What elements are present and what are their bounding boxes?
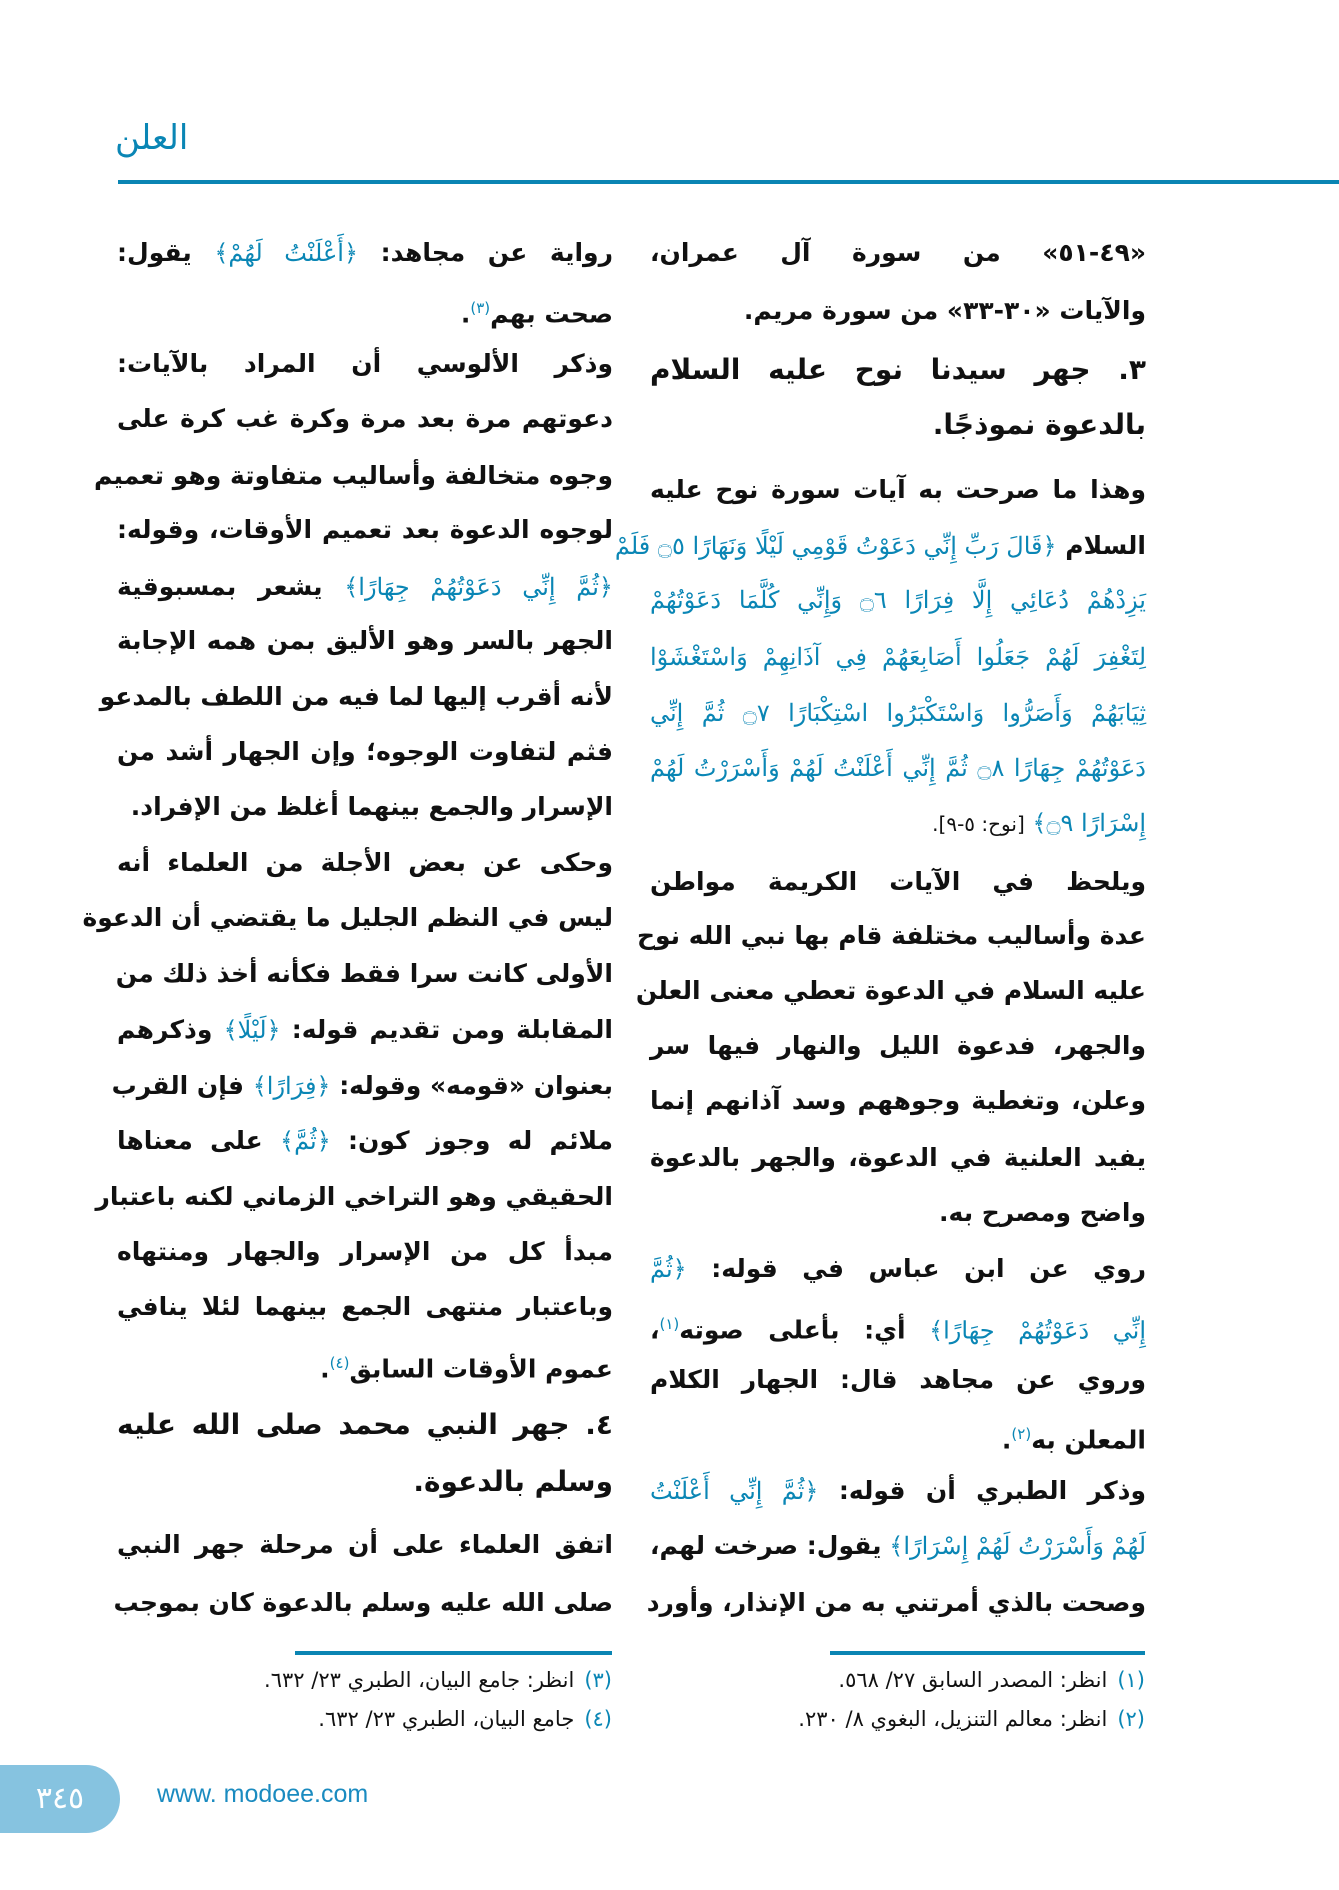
- quran-verse: ﴿ثُمَّ إِنِّي دَعَوْتُهُمْ جِهَارًا﴾: [344, 573, 613, 601]
- text-line: [117, 225, 613, 281]
- text-segment: المعلن به: [1031, 1425, 1146, 1455]
- text-segment: وهذا ما صرحت به آيات سورة نوح عليه: [650, 475, 1146, 504]
- footnote-text: جامع البيان، الطبري ٢٣/ ٦٣٢.: [318, 1707, 575, 1731]
- text-line: [614, 518, 1146, 574]
- text-line: [650, 795, 1146, 851]
- text-line: [646, 1575, 1146, 1631]
- text-segment: على معناها: [117, 1126, 280, 1155]
- footnote-marker[interactable]: (٢): [1011, 1425, 1032, 1443]
- text-segment: واضح ومصرح به.: [939, 1198, 1146, 1227]
- footnote-1: [838, 1668, 1145, 1692]
- text-segment: فإن القرب: [111, 1071, 253, 1100]
- text-segment: لوجوه الدعوة بعد تعميم الأوقات، وقوله:: [117, 515, 613, 544]
- footnote-text: انظر: معالم التنزيل، البغوي ٨/ ٢٣٠.: [798, 1707, 1108, 1731]
- text-line: [117, 1397, 613, 1453]
- text-segment: «٤٩-٥١» من سورة آل عمران،: [650, 238, 1146, 267]
- text-segment: الأولى كانت سرا فقط فكأنه أخذ ذلك من: [115, 959, 613, 988]
- quran-verse: ﴿ثُمَّ إِنِّي أَعْلَنْتُ: [650, 1477, 819, 1505]
- quran-verse: إِسْرَارًا ۝٩﴾: [1024, 809, 1146, 837]
- text-line: [650, 225, 1146, 281]
- quran-verse: ﴿لَيْلًا﴾: [223, 1016, 281, 1044]
- text-line: [117, 946, 613, 1002]
- text-segment: وجوه متخالفة وأساليب متفاوتة وهو تعميم: [93, 461, 613, 490]
- text-segment: والآيات «٣٠-٣٣» من سورة مريم.: [743, 296, 1146, 325]
- text-line: [650, 1518, 1146, 1574]
- text-line: [117, 1517, 613, 1573]
- footnote-text: انظر: المصدر السابق ٢٧/ ٥٦٨.: [838, 1668, 1108, 1692]
- text-segment: يقول:: [117, 238, 215, 267]
- text-segment: ،: [650, 1315, 660, 1345]
- text-line: [650, 1018, 1146, 1074]
- text-line: [650, 283, 1146, 339]
- text-line: [650, 572, 1146, 628]
- text-segment: .: [460, 299, 471, 329]
- footnote-rule-left: [295, 1651, 612, 1655]
- text-line: [650, 1296, 1146, 1352]
- text-line: [117, 1335, 613, 1391]
- text-segment: دعوتهم مرة بعد مرة وكرة غب كرة على: [117, 404, 613, 433]
- text-segment: يفيد العلنية في الدعوة، والجهر بالدعوة: [650, 1143, 1146, 1172]
- text-segment: الجهر بالسر وهو الأليق بمن همه الإجابة: [117, 626, 613, 655]
- text-line: [111, 1058, 613, 1114]
- footnote-2: [798, 1707, 1145, 1731]
- text-segment: اتفق العلماء على أن مرحلة جهر النبي: [117, 1530, 613, 1559]
- text-line: [650, 1463, 1146, 1519]
- text-segment: والجهر، فدعوة الليل والنهار فيها سر: [650, 1031, 1146, 1060]
- text-segment: وذكر الألوسي أن المراد بالآيات:: [117, 349, 613, 378]
- quran-verse: لَهُمْ وَأَسْرَرْتُ لَهُمْ إِسْرَارًا﴾: [881, 1532, 1147, 1560]
- footnote-3: [264, 1668, 612, 1692]
- text-segment: الحقيقي وهو التراخي الزماني لكنه باعتبار: [95, 1182, 613, 1211]
- text-segment: المقابلة ومن تقديم قوله:: [280, 1015, 613, 1044]
- text-line: [117, 1113, 613, 1169]
- quran-verse: ﴿أَعْلَنْتُ لَهُمْ﴾: [214, 239, 359, 267]
- quran-verse: يَزِدْهُمْ دُعَائِي إِلَّا فِرَارًا ۝٦ وَإِنِّي كُلَّمَا دَعَوْتُهُمْ: [650, 586, 1146, 614]
- text-line: [113, 1575, 613, 1631]
- text-segment: صحت بهم: [490, 299, 613, 329]
- text-segment: يشعر بمسبوقية: [117, 572, 345, 601]
- text-line: [99, 669, 613, 725]
- text-line: [650, 1130, 1146, 1186]
- text-segment: وباعتبار منتهى الجمع بينهما لئلا ينافي: [117, 1292, 613, 1321]
- text-segment: السلام: [1056, 531, 1146, 560]
- text-line: [82, 890, 613, 946]
- text-line: [650, 342, 1146, 398]
- text-segment: مبدأ كل من الإسرار والجهار ومنتهاه: [117, 1237, 613, 1266]
- footnote-marker[interactable]: (٣): [470, 299, 491, 317]
- footnote-number: (٣): [584, 1668, 612, 1692]
- verse-reference: [نوح: ٥-٩].: [932, 812, 1025, 836]
- footnote-number: (٤): [584, 1707, 612, 1731]
- chapter-title: العلن: [115, 118, 189, 158]
- text-segment: وعلن، وتغطية وجوههم وسد آذانهم إنما: [650, 1086, 1146, 1115]
- text-line: [117, 502, 613, 558]
- quran-verse: ﴿ثُمَّ: [650, 1255, 687, 1283]
- text-segment: صلى الله عليه وسلم بالدعوة كان بموجب: [113, 1588, 613, 1617]
- text-segment: لأنه أقرب إليها لما فيه من اللطف بالمدعو: [99, 682, 613, 711]
- text-line: [117, 1224, 613, 1280]
- text-segment: عليه السلام في الدعوة تعطي معنى العلن: [635, 976, 1146, 1005]
- text-line: [117, 280, 613, 336]
- text-segment: وحكى عن بعض الأجلة من العلماء أنه: [117, 848, 613, 877]
- website-link[interactable]: www. modoee.com: [157, 1780, 369, 1808]
- text-line: [93, 448, 613, 504]
- text-segment: ملائم له وجوز كون:: [330, 1126, 613, 1155]
- text-segment: .: [320, 1354, 330, 1384]
- text-line: [650, 1185, 1146, 1241]
- text-segment: ٣. جهر سيدنا نوح عليه السلام: [650, 353, 1146, 386]
- text-segment: الإسرار والجمع بينهما أغلظ من الإفراد.: [130, 792, 613, 821]
- quran-verse: ﴿قَالَ رَبِّ إِنِّي دَعَوْتُ قَوْمِي لَيْلًا وَنَهَارًا ۝٥ فَلَمْ: [614, 532, 1057, 560]
- footnote-4: [318, 1707, 612, 1731]
- text-segment: ويلحظ في الآيات الكريمة مواطن: [650, 867, 1146, 896]
- text-line: [650, 740, 1146, 796]
- text-line: [117, 613, 613, 669]
- text-segment: وذكر الطبري أن قوله:: [818, 1476, 1146, 1505]
- text-segment: وسلم بالدعوة.: [413, 1465, 613, 1498]
- text-line: [635, 963, 1146, 1019]
- text-line: [650, 1352, 1146, 1408]
- quran-verse: ثِيَابَهُمْ وَأَصَرُّوا وَاسْتَكْبَرُوا اسْتِكْبَارًا ۝٧ ثُمَّ إِنِّي: [650, 699, 1147, 727]
- text-line: [650, 629, 1146, 685]
- header-rule: [118, 180, 1339, 184]
- text-line: [117, 724, 613, 780]
- footnote-text: انظر: جامع البيان، الطبري ٢٣/ ٦٣٢.: [264, 1668, 575, 1692]
- text-segment: عموم الأوقات السابق: [349, 1354, 613, 1384]
- text-segment: وروي عن مجاهد قال: الجهار الكلام: [650, 1365, 1146, 1394]
- text-segment: .: [1001, 1425, 1012, 1455]
- text-segment: يقول: صرخت لهم،: [650, 1531, 882, 1560]
- text-line: [117, 391, 613, 447]
- text-line: [650, 685, 1146, 741]
- footnote-rule-right: [830, 1651, 1145, 1655]
- text-line: [636, 908, 1146, 964]
- text-line: [117, 779, 613, 835]
- text-line: [117, 1454, 613, 1510]
- footnote-number: (١): [1117, 1668, 1145, 1692]
- text-line: [117, 559, 613, 615]
- text-segment: بالدعوة نموذجًا.: [932, 408, 1146, 441]
- text-segment: روي عن ابن عباس في قوله:: [686, 1254, 1146, 1283]
- text-line: [650, 1073, 1146, 1129]
- text-line: [117, 1279, 613, 1335]
- text-line: [95, 1169, 613, 1225]
- text-line: [650, 397, 1146, 453]
- text-segment: ليس في النظم الجليل ما يقتضي أن الدعوة: [82, 903, 613, 932]
- text-line: [650, 854, 1146, 910]
- quran-verse: لِتَغْفِرَ لَهُمْ جَعَلُوا أَصَابِعَهُمْ فِي آذَانِهِمْ وَاسْتَغْشَوْا: [650, 643, 1146, 671]
- text-line: [117, 1002, 613, 1058]
- quran-verse: إِنِّي دَعَوْتُهُمْ جِهَارًا﴾: [905, 1316, 1147, 1345]
- quran-verse: ﴿فِرَارًا﴾: [252, 1072, 331, 1100]
- text-segment: عدة وأساليب مختلفة قام بها نبي الله نوح: [636, 921, 1146, 950]
- quran-verse: ﴿ثُمَّ﴾: [280, 1127, 331, 1155]
- text-segment: بعنوان «قومه» وقوله:: [330, 1071, 613, 1100]
- text-line: [117, 835, 613, 891]
- footnote-marker[interactable]: (١): [659, 1315, 680, 1333]
- text-line: [650, 462, 1146, 518]
- text-segment: وصحت بالذي أمرتني به من الإنذار، وأورد: [646, 1588, 1146, 1617]
- text-line: [650, 1406, 1146, 1462]
- text-segment: وذكرهم: [117, 1015, 224, 1044]
- quran-verse: دَعَوْتُهُمْ جِهَارًا ۝٨ ثُمَّ إِنِّي أَعْلَنْتُ لَهُمْ وَأَسْرَرْتُ لَهُمْ: [650, 754, 1146, 782]
- text-segment: أي: بأعلى صوته: [679, 1315, 906, 1345]
- page-number-badge: ٣٤٥: [0, 1765, 120, 1833]
- footnote-number: (٢): [1117, 1707, 1145, 1731]
- footnote-marker[interactable]: (٤): [329, 1354, 350, 1372]
- text-line: [117, 336, 613, 392]
- text-line: [650, 1241, 1146, 1297]
- text-segment: رواية عن مجاهد:: [358, 238, 613, 267]
- text-segment: فثم لتفاوت الوجوه؛ وإن الجهار أشد من: [117, 737, 613, 766]
- text-segment: ٤. جهر النبي محمد صلى الله عليه: [117, 1408, 613, 1441]
